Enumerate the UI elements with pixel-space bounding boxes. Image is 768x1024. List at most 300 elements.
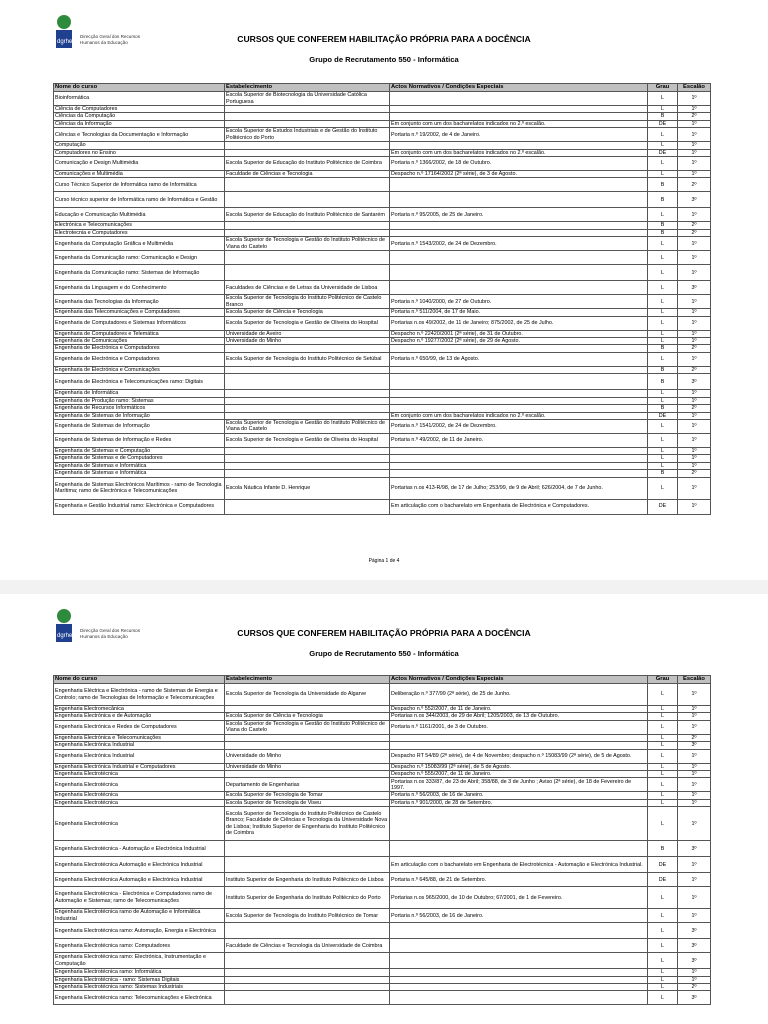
table-row [54, 229, 711, 236]
course-name-cell: Engenharia das Tecnologias da Informação [54, 295, 225, 309]
table-row [54, 778, 711, 792]
regulations-cell [390, 976, 648, 983]
course-name-cell: Engenharia Electrotécnica [54, 771, 225, 778]
level-cell: 1º [678, 330, 711, 337]
institution-cell: Universidade do Minho [225, 763, 390, 770]
table-row [54, 412, 711, 419]
level-cell: 1º [678, 873, 711, 887]
institution-cell [225, 771, 390, 778]
course-name-cell: Engenharia de Electrónica e Computadores [54, 352, 225, 366]
table-row [54, 251, 711, 265]
institution-cell [225, 374, 390, 390]
regulations-cell [390, 455, 648, 462]
column-header-degree: Grau [648, 676, 678, 684]
table-row [54, 128, 711, 142]
institution-cell [225, 192, 390, 208]
level-cell: 1º [678, 969, 711, 976]
column-header-level: Escalão [678, 676, 711, 684]
course-name-cell: Engenharia Electrotécnica ramo: Electrónica, Instrumentação e Computação [54, 953, 225, 969]
level-cell: 2º [678, 984, 711, 991]
institution-cell: Escola Superior de Tecnologia de Viseu [225, 799, 390, 806]
table-row [54, 447, 711, 454]
course-name-cell: Comunicações e Multimédia [54, 171, 225, 178]
degree-cell: L [648, 991, 678, 1005]
column-header-regulations: Actos Normativos / Condições Especiais [390, 676, 648, 684]
level-cell: 3º [678, 923, 711, 939]
institution-cell [225, 229, 390, 236]
course-name-cell: Computação [54, 142, 225, 149]
level-cell: 1º [678, 799, 711, 806]
institution-cell [225, 366, 390, 373]
degree-cell: L [648, 92, 678, 106]
table-row [54, 939, 711, 953]
course-name-cell: Engenharia Electrotécnica ramo: Computadores [54, 939, 225, 953]
level-cell: 1º [678, 316, 711, 330]
regulations-cell: Portaria n.º 1040/2000, de 27 de Outubro. [390, 295, 648, 309]
table-row [54, 799, 711, 806]
institution-cell [225, 113, 390, 120]
table-row [54, 106, 711, 113]
regulations-cell: Portarias n.os 413-R/98, de 17 de Julho; 253/99, de 9 de Abril; 626/2004, de 7 de Junho. [390, 477, 648, 499]
institution-cell [225, 149, 390, 156]
degree-cell: L [648, 778, 678, 792]
level-cell: 1º [678, 149, 711, 156]
level-cell: 2º [678, 345, 711, 352]
institution-cell [225, 499, 390, 514]
regulations-cell: Portaria n.º 56/2003, de 16 de Janeiro. [390, 909, 648, 923]
regulations-cell [390, 807, 648, 841]
degree-cell: L [648, 887, 678, 909]
regulations-cell: Portaria n.º 1161/2001, de 3 de Outubro. [390, 720, 648, 734]
degree-cell: L [648, 281, 678, 295]
table-row [54, 734, 711, 741]
course-name-cell: Engenharia de Produção ramo: Sistemas [54, 397, 225, 404]
course-name-cell: Engenharia Electrotécnica [54, 778, 225, 792]
institution-cell: Escola Superior de Tecnologia e Gestão do Instituto Politécnico de Viana do Castelo [225, 419, 390, 433]
table-row [54, 92, 711, 106]
level-cell: 3º [678, 192, 711, 208]
degree-cell: L [648, 923, 678, 939]
course-name-cell: Educação e Comunicação Multimédia [54, 208, 225, 222]
regulations-cell [390, 192, 648, 208]
course-name-cell: Engenharia de Recursos Informáticos [54, 405, 225, 412]
degree-cell: L [648, 338, 678, 345]
institution-cell: Escola Superior de Tecnologia e Gestão do Instituto Politécnico de Viana do Castelo [225, 720, 390, 734]
level-cell: 1º [678, 309, 711, 316]
institution-cell: Faculdades de Ciências e de Letras da Universidade de Lisboa [225, 281, 390, 295]
regulations-cell [390, 953, 648, 969]
degree-cell: B [648, 366, 678, 373]
level-cell: 2º [678, 178, 711, 192]
institution-cell [225, 222, 390, 229]
table-row [54, 713, 711, 720]
level-cell: 1º [678, 763, 711, 770]
degree-cell: DE [648, 149, 678, 156]
level-cell: 3º [678, 953, 711, 969]
regulations-cell [390, 92, 648, 106]
degree-cell: L [648, 309, 678, 316]
regulations-cell [390, 923, 648, 939]
degree-cell: L [648, 792, 678, 799]
regulations-cell: Em conjunto com um dos bacharelatos indicados no 2.º escalão. [390, 120, 648, 127]
course-name-cell: Engenharia Electrotécnica ramo: Telecomunicações e Electrónica [54, 991, 225, 1005]
table-row [54, 749, 711, 763]
level-cell: 1º [678, 352, 711, 366]
institution-cell [225, 742, 390, 749]
level-cell: 1º [678, 251, 711, 265]
course-name-cell: Engenharia de Sistemas de Informação [54, 412, 225, 419]
table-row [54, 149, 711, 156]
degree-cell: B [648, 405, 678, 412]
degree-cell: L [648, 909, 678, 923]
course-name-cell: Engenharia Electromecânica [54, 706, 225, 713]
column-header-level: Escalão [678, 84, 711, 92]
page-title: CURSOS QUE CONFEREM HABILITAÇÃO PRÓPRIA PARA A DOCÊNCIA [237, 34, 531, 44]
level-cell: 1º [678, 433, 711, 447]
regulations-cell: Em articulação com o bacharelato em Engenharia de Electrónica e Computadores. [390, 499, 648, 514]
institution-cell: Escola Superior de Tecnologia do Instituto Politécnico de Setúbal [225, 352, 390, 366]
degree-cell: L [648, 142, 678, 149]
regulations-cell [390, 462, 648, 469]
document-page-2 [0, 594, 768, 1024]
course-name-cell: Electrónica e Telecomunicações [54, 222, 225, 229]
degree-cell: L [648, 330, 678, 337]
regulations-cell [390, 969, 648, 976]
level-cell: 1º [678, 887, 711, 909]
institution-cell [225, 857, 390, 873]
page-footer: Página 1 de 4 [368, 558, 400, 564]
level-cell: 1º [678, 778, 711, 792]
degree-cell: L [648, 713, 678, 720]
table-row [54, 763, 711, 770]
degree-cell: L [648, 237, 678, 251]
course-name-cell: Engenharia de Computadores e Sistemas Informáticos [54, 316, 225, 330]
regulations-cell: Portarias n.os 333/87, de 23 de Abril; 358/88, de 3 de Junho ; Aviso (2ª série), de 18 de Fevereiro de 1997. [390, 778, 648, 792]
degree-cell: B [648, 841, 678, 857]
table-row [54, 330, 711, 337]
degree-cell: DE [648, 412, 678, 419]
course-name-cell: Engenharia de Comunicações [54, 338, 225, 345]
regulations-cell [390, 222, 648, 229]
table-row [54, 771, 711, 778]
level-cell: 1º [678, 477, 711, 499]
level-cell: 1º [678, 684, 711, 706]
regulations-cell [390, 939, 648, 953]
table-row [54, 281, 711, 295]
table-row [54, 113, 711, 120]
level-cell: 1º [678, 295, 711, 309]
course-name-cell: Engenharia Electrotécnica Automação e Electrónica Industrial [54, 873, 225, 887]
degree-cell: L [648, 477, 678, 499]
institution-cell [225, 178, 390, 192]
org-name: Direcção Geral dos Recursos Humanos da Educação [80, 628, 140, 639]
regulations-cell [390, 366, 648, 373]
regulations-cell: Despacho n.º 22420/2001 (2ª série), de 31 de Outubro. [390, 330, 648, 337]
table-header-row [54, 84, 711, 92]
level-cell: 1º [678, 447, 711, 454]
institution-cell [225, 455, 390, 462]
degree-cell: L [648, 720, 678, 734]
column-header-institution: Estabelecimento [225, 84, 390, 92]
level-cell: 1º [678, 857, 711, 873]
level-cell: 1º [678, 265, 711, 281]
level-cell: 1º [678, 157, 711, 171]
course-name-cell: Engenharia de Electrónica e Comunicações [54, 366, 225, 373]
degree-cell: L [648, 684, 678, 706]
institution-cell: Faculdade de Ciências e Tecnologia [225, 171, 390, 178]
institution-cell [225, 142, 390, 149]
regulations-cell: Portaria n.º 1366/2002, de 18 de Outubro. [390, 157, 648, 171]
institution-cell: Escola Superior de Educação do Instituto Politécnico de Coimbra [225, 157, 390, 171]
table-row [54, 706, 711, 713]
regulations-cell: Portaria n.º 511/2004, de 17 de Maio. [390, 309, 648, 316]
level-cell: 1º [678, 412, 711, 419]
level-cell: 1º [678, 720, 711, 734]
regulations-cell: Despacho n.º 17164/2002 (2ª série), de 3 de Agosto. [390, 171, 648, 178]
regulations-cell: Em conjunto com um dos bacharelatos indicados no 2.º escalão. [390, 412, 648, 419]
regulations-cell [390, 447, 648, 454]
degree-cell: L [648, 749, 678, 763]
regulations-cell [390, 470, 648, 477]
institution-cell: Escola Superior de Estudos Industriais e de Gestão do Instituto Politécnico do Porto [225, 128, 390, 142]
course-name-cell: Engenharia da Linguagem e do Conhecimento [54, 281, 225, 295]
degree-cell: L [648, 742, 678, 749]
level-cell: 1º [678, 106, 711, 113]
regulations-cell [390, 405, 648, 412]
course-name-cell: Engenharia Electrotécnica [54, 792, 225, 799]
regulations-cell [390, 841, 648, 857]
course-name-cell: Engenharia de Electrónica e Computadores [54, 345, 225, 352]
course-name-cell: Engenharia Electrotécnica - ramo: Sistemas Digitais [54, 976, 225, 983]
column-header-institution: Estabelecimento [225, 676, 390, 684]
institution-cell: Departamento de Engenharias [225, 778, 390, 792]
institution-cell: Escola Náutica Infante D. Henrique [225, 477, 390, 499]
page-subtitle: Grupo de Recrutamento 550 - Informática [309, 649, 459, 658]
regulations-cell: Portaria n.º 650/99, de 13 de Agosto. [390, 352, 648, 366]
degree-cell: L [648, 969, 678, 976]
table-row [54, 841, 711, 857]
degree-cell: L [648, 128, 678, 142]
regulations-cell: Portaria n.º 1541/2002, de 24 de Dezembro. [390, 419, 648, 433]
degree-cell: L [648, 734, 678, 741]
regulations-cell [390, 374, 648, 390]
table-row [54, 742, 711, 749]
level-cell: 1º [678, 128, 711, 142]
course-name-cell: Curso Técnico Superior de Informática ramo de Informática [54, 178, 225, 192]
institution-cell: Escola Superior de Educação do Instituto Politécnico de Santarém [225, 208, 390, 222]
level-cell: 2º [678, 222, 711, 229]
institution-cell: Escola Superior de Ciência e Tecnologia [225, 713, 390, 720]
regulations-cell [390, 742, 648, 749]
course-name-cell: Engenharia da Comunicação ramo: Comunicação e Design [54, 251, 225, 265]
course-name-cell: Engenharia da Computação Gráfica e Multimédia [54, 237, 225, 251]
column-header-course: Nome do curso [54, 676, 225, 684]
course-name-cell: Comunicação e Design Multimédia [54, 157, 225, 171]
course-name-cell: Engenharia e Gestão Industrial ramo: Electrónica e Computadores [54, 499, 225, 514]
regulations-cell: Portarias n.os 344/2003, de 29 de Abril; 1205/2003, de 13 de Outubro. [390, 713, 648, 720]
regulations-cell: Em articulação com o bacharelato em Engenharia de Electrotécnica - Automação e Electrónica Industrial. [390, 857, 648, 873]
level-cell: 1º [678, 792, 711, 799]
table-row [54, 462, 711, 469]
degree-cell: L [648, 208, 678, 222]
regulations-cell [390, 106, 648, 113]
degree-cell: B [648, 229, 678, 236]
degree-cell: L [648, 771, 678, 778]
level-cell: 1º [678, 462, 711, 469]
course-name-cell: Computadores no Ensino [54, 149, 225, 156]
table-row [54, 178, 711, 192]
regulations-cell: Portaria n.º 901/2000, de 28 de Setembro. [390, 799, 648, 806]
degree-cell: L [648, 799, 678, 806]
level-cell: 1º [678, 499, 711, 514]
course-name-cell: Engenharia Electrotécnica ramo: Informática [54, 969, 225, 976]
table-row [54, 405, 711, 412]
regulations-cell [390, 251, 648, 265]
regulations-cell [390, 984, 648, 991]
table-row [54, 390, 711, 397]
table-row [54, 352, 711, 366]
institution-cell [225, 984, 390, 991]
institution-cell [225, 462, 390, 469]
degree-cell: B [648, 192, 678, 208]
svg-text:dgrhe: dgrhe [57, 633, 73, 639]
institution-cell [225, 923, 390, 939]
degree-cell: L [648, 106, 678, 113]
regulations-cell: Despacho n.º 555/2007, de 11 de Janeiro. [390, 771, 648, 778]
course-name-cell: Curso técnico superior de Informática ramo de Informática e Gestão [54, 192, 225, 208]
institution-cell: Faculdade de Ciências e Tecnologia da Universidade de Coimbra [225, 939, 390, 953]
regulations-cell: Em conjunto com um dos bacharelatos indicados no 2.º escalão. [390, 149, 648, 156]
degree-cell: L [648, 390, 678, 397]
level-cell: 1º [678, 92, 711, 106]
table-row [54, 969, 711, 976]
course-name-cell: Engenharia de Sistemas e Informática [54, 470, 225, 477]
org-name: Direcção Geral dos Recursos Humanos da Educação [80, 34, 140, 45]
level-cell: 1º [678, 909, 711, 923]
table-row [54, 397, 711, 404]
course-name-cell: Engenharia de Informática [54, 390, 225, 397]
degree-cell: B [648, 222, 678, 229]
degree-cell: B [648, 178, 678, 192]
degree-cell: L [648, 953, 678, 969]
institution-cell [225, 106, 390, 113]
regulations-cell [390, 178, 648, 192]
course-name-cell: Engenharia Electrotécnica [54, 807, 225, 841]
course-name-cell: Engenharia Electrónica Industrial [54, 749, 225, 763]
level-cell: 2º [678, 405, 711, 412]
institution-cell: Escola Superior de Tecnologia do Instituto Politécnico de Castelo Branco; Faculdade de Ciências e Tecnologia da Universidade Nova de Lisboa; Instituto Superior de Engenharia do Instituto Politécnico de Coimbra [225, 807, 390, 841]
course-name-cell: Engenharia de Sistemas de Informação e Redes [54, 433, 225, 447]
course-name-cell: Electrotecnia e Computadores [54, 229, 225, 236]
table-row [54, 873, 711, 887]
table-row [54, 345, 711, 352]
courses-table [53, 83, 711, 515]
course-name-cell: Engenharia Electrotécnica ramo: Sistemas Industriais [54, 984, 225, 991]
course-name-cell: Engenharia de Sistemas e Informática [54, 462, 225, 469]
level-cell: 1º [678, 142, 711, 149]
table-row [54, 720, 711, 734]
course-name-cell: Bioinformática [54, 92, 225, 106]
level-cell: 3º [678, 742, 711, 749]
courses-table [53, 675, 711, 1005]
course-name-cell: Engenharia Electrónica e Redes de Computadores [54, 720, 225, 734]
course-name-cell: Engenharia de Sistemas e de Computadores [54, 455, 225, 462]
table-row [54, 338, 711, 345]
regulations-cell [390, 113, 648, 120]
level-cell: 1º [678, 807, 711, 841]
level-cell: 1º [678, 397, 711, 404]
level-cell: 3º [678, 939, 711, 953]
table-row [54, 499, 711, 514]
table-row [54, 455, 711, 462]
degree-cell: L [648, 397, 678, 404]
column-header-course: Nome do curso [54, 84, 225, 92]
level-cell: 3º [678, 991, 711, 1005]
course-name-cell: Engenharia Electrónica e Telecomunicações [54, 734, 225, 741]
level-cell: 1º [678, 713, 711, 720]
regulations-cell: Despacho n.º 552/2007, de 11 de Janeiro. [390, 706, 648, 713]
table-row [54, 171, 711, 178]
degree-cell: L [648, 807, 678, 841]
degree-cell: DE [648, 873, 678, 887]
regulations-cell: Portaria n.º 56/2003, de 16 de Janeiro. [390, 792, 648, 799]
institution-cell [225, 390, 390, 397]
regulations-cell: Portarias n.os 965/2000, de 10 de Outubro; 67/2001, de 1 de Fevereiro. [390, 887, 648, 909]
table-row [54, 316, 711, 330]
table-row [54, 477, 711, 499]
regulations-cell [390, 397, 648, 404]
table-row [54, 953, 711, 969]
regulations-cell: Despacho n.º 19277/2002 (2ª série), de 29 de Agosto. [390, 338, 648, 345]
degree-cell: L [648, 447, 678, 454]
degree-cell: B [648, 374, 678, 390]
degree-cell: L [648, 984, 678, 991]
table-row [54, 976, 711, 983]
institution-cell [225, 976, 390, 983]
table-row [54, 222, 711, 229]
institution-cell: Universidade de Aveiro [225, 330, 390, 337]
regulations-cell [390, 265, 648, 281]
degree-cell: DE [648, 857, 678, 873]
institution-cell: Instituto Superior de Engenharia do Instituto Politécnico do Porto [225, 887, 390, 909]
institution-cell [225, 120, 390, 127]
table-row [54, 208, 711, 222]
institution-cell [225, 706, 390, 713]
regulations-cell: Despacho RT 54/89 (2ª série), de 4 de Novembro; despacho n.º 15083/99 (2ª série), de 5 de Agosto. [390, 749, 648, 763]
table-row [54, 142, 711, 149]
level-cell: 1º [678, 455, 711, 462]
course-name-cell: Engenharia Electrotécnica [54, 799, 225, 806]
institution-cell: Universidade do Minho [225, 749, 390, 763]
regulations-cell [390, 142, 648, 149]
regulations-cell: Portaria n.º 645/88, de 21 de Setembro. [390, 873, 648, 887]
level-cell: 2º [678, 470, 711, 477]
institution-cell [225, 251, 390, 265]
institution-cell: Instituto Superior de Engenharia do Instituto Politécnico de Lisboa [225, 873, 390, 887]
regulations-cell: Portaria n.º 19/2002, de 4 de Janeiro. [390, 128, 648, 142]
course-name-cell: Ciências da Computação [54, 113, 225, 120]
page-subtitle: Grupo de Recrutamento 550 - Informática [309, 55, 459, 64]
column-header-degree: Grau [648, 84, 678, 92]
course-name-cell: Engenharia Electrónica Industrial [54, 742, 225, 749]
course-name-cell: Engenharia Electrotécnica ramo de Automação e Informática Industrial [54, 909, 225, 923]
institution-cell: Escola Superior de Ciência e Tecnologia [225, 309, 390, 316]
degree-cell: L [648, 251, 678, 265]
table-row [54, 909, 711, 923]
course-name-cell: Engenharia Eléctrica e Electrónica - ramo de Sistemas de Energia e Controlo; ramo de Tecnologias de Informação e Telecomunicações [54, 684, 225, 706]
course-name-cell: Engenharia de Sistemas de Informação [54, 419, 225, 433]
level-cell: 2º [678, 366, 711, 373]
